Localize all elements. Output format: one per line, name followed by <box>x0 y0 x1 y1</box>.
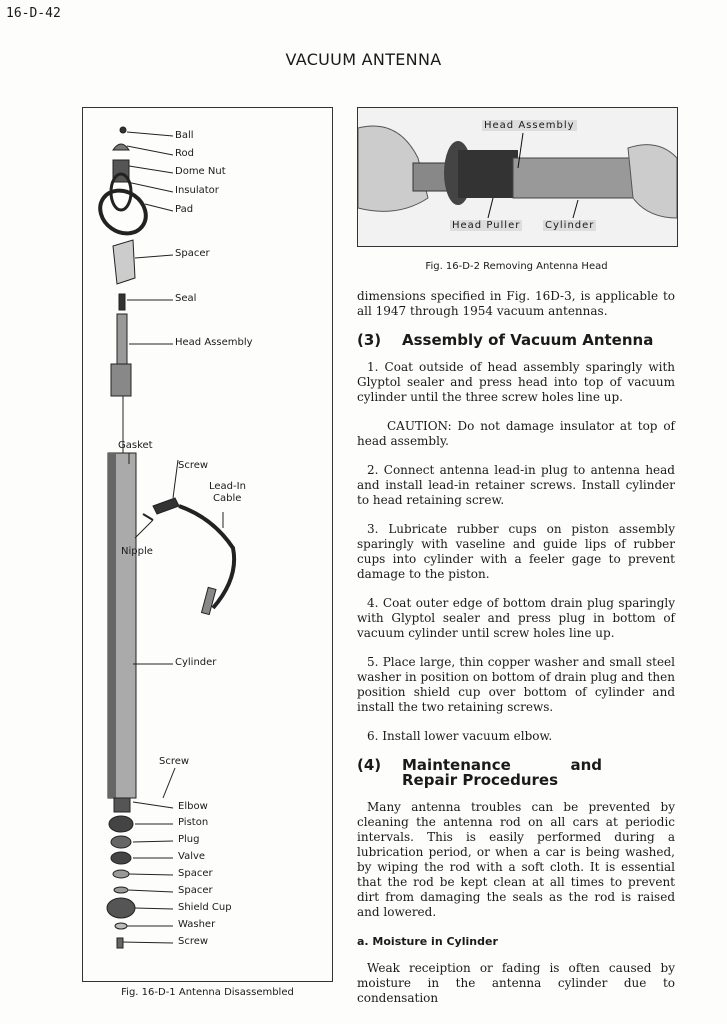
figure-antenna-disassembled <box>82 107 333 982</box>
intro-paragraph: dimensions specified in Fig. 16D-3, is applicable to all 1947 through 1954 vacuum antennas. <box>357 289 675 318</box>
moisture-paragraph: Weak receiption or fading is often caused by moisture in the antenna cylinder due to condensation <box>357 961 675 1005</box>
label-cylinder: Cylinder <box>545 220 595 231</box>
label-spacer: Spacer <box>178 868 213 879</box>
body-text-column <box>357 289 675 1020</box>
label-lead-in: Lead-In <box>209 481 246 492</box>
label-seal: Seal <box>175 293 197 304</box>
page-title: VACUUM ANTENNA <box>285 50 442 69</box>
label-nipple: Nipple <box>121 546 153 557</box>
figure-removing-head <box>357 107 678 247</box>
section-title: Maintenance and Repair Procedures <box>402 756 602 789</box>
label-washer: Washer <box>178 919 216 930</box>
label-pad: Pad <box>175 204 194 215</box>
label-screw: Screw <box>178 936 209 947</box>
step-4: 4. Coat outer edge of bottom drain plug sparingly with Glyptol sealer and press plug in bottom of vacuum cylinder until screw holes line up. <box>357 596 675 640</box>
label-dome-nut: Dome Nut <box>175 166 226 177</box>
label-spacer: Spacer <box>175 248 210 259</box>
step-6: 6. Install lower vacuum elbow. <box>367 729 553 743</box>
step-2: 2. Connect antenna lead-in plug to antenna head and install lead-in retainer screws. Install cylinder to head retaining screw. <box>357 463 675 507</box>
label-elbow: Elbow <box>178 801 208 812</box>
label-piston: Piston <box>178 817 209 828</box>
label-insulator: Insulator <box>175 185 219 196</box>
page-number: 16-D-42 <box>6 6 61 21</box>
label-head-puller: Head Puller <box>452 220 521 231</box>
section-3-heading <box>357 333 675 348</box>
antenna-exploded-illustration <box>83 108 332 981</box>
maintenance-paragraph: Many antenna troubles can be prevented by cleaning the antenna rod on all cars at periodic intervals. This is easily performed during a lubrication period, or when a car is being washed, by wiping the rod with a soft cloth. It is essential that the rod be kept clean at all times to prevent dirt from damaging the seals as the rod is raised and lowered. <box>357 800 675 919</box>
section-4-heading <box>357 758 675 788</box>
section-number: (4) <box>357 756 382 774</box>
label-spacer: Spacer <box>178 885 213 896</box>
label-ball: Ball <box>175 130 194 141</box>
label-rod: Rod <box>175 148 194 159</box>
section-number: (3) <box>357 331 382 349</box>
label-gasket: Gasket <box>118 440 153 451</box>
fig1-caption: Fig. 16-D-1 Antenna Disassembled <box>121 987 294 998</box>
label-screw: Screw <box>178 460 209 471</box>
label-cable: Cable <box>213 493 242 504</box>
section-title: Assembly of Vacuum Antenna <box>402 331 654 349</box>
label-screw: Screw <box>159 756 190 767</box>
label-cylinder: Cylinder <box>175 657 217 668</box>
caution-note: CAUTION: Do not damage insulator at top of head assembly. <box>357 419 675 448</box>
step-3: 3. Lubricate rubber cups on piston assembly sparingly with vaseline and guide lips of rubber cups into cylinder with a feeler gage to prevent damage to the piston. <box>357 522 675 581</box>
fig2-caption: Fig. 16-D-2 Removing Antenna Head <box>425 261 608 272</box>
subsection-a-heading: a. Moisture in Cylinder <box>357 935 498 948</box>
label-shield-cup: Shield Cup <box>178 902 232 913</box>
label-valve: Valve <box>178 851 206 862</box>
step-1: 1. Coat outside of head assembly sparingly with Glyptol sealer and press head into top of vacuum cylinder until the three screw holes line up. <box>357 360 675 404</box>
step-5: 5. Place large, thin copper washer and small steel washer in position on bottom of drain plug and then position shield cup over bottom of cylinder and install the two retaining screws. <box>357 655 675 714</box>
label-head-assembly: Head Assembly <box>175 337 253 348</box>
label-plug: Plug <box>178 834 200 845</box>
label-head-assembly: Head Assembly <box>484 120 575 131</box>
